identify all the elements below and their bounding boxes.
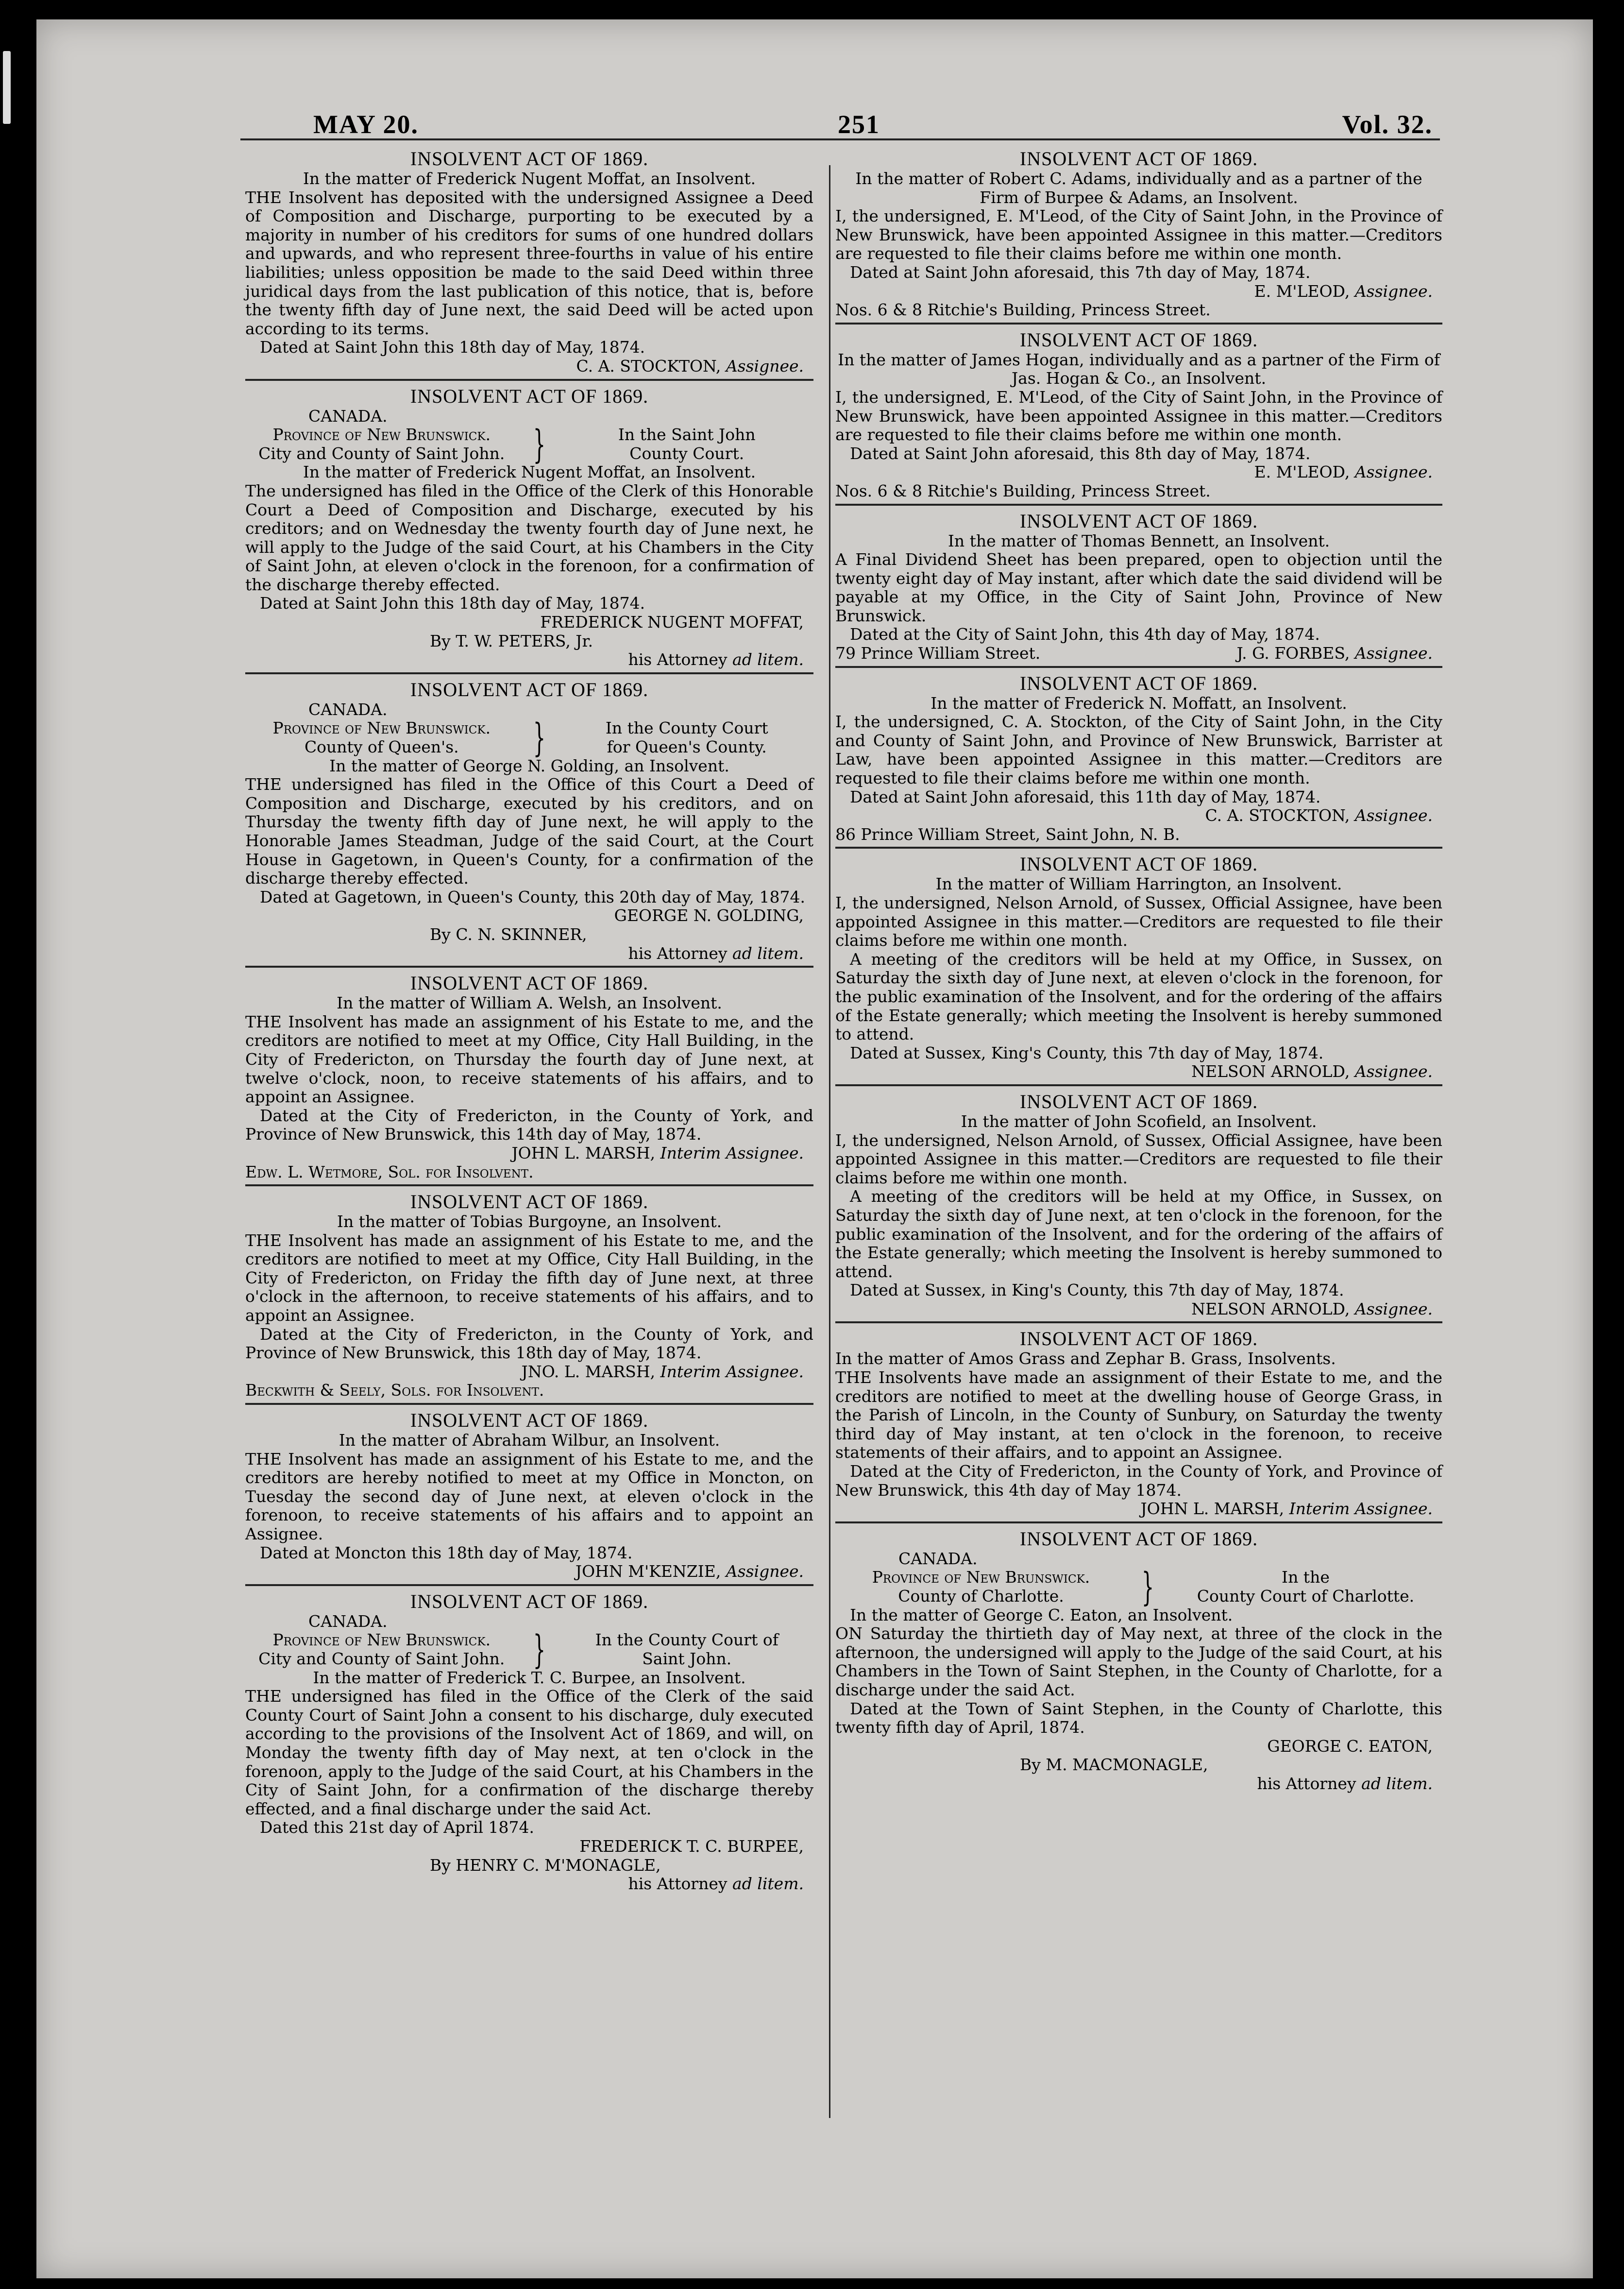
signature-name: JOHN M'KENZIE, xyxy=(575,1562,721,1581)
signature-role: Assignee. xyxy=(1354,281,1433,301)
right-column xyxy=(835,148,1442,1801)
court-county: County of Queen's. xyxy=(304,737,459,757)
notice-body-meeting: A meeting of the creditors will be held at my Office, in Sussex, on Saturday the sixth day of June next, at eleven o'clock in the forenoon, for the public examination of the Insolvent, and for the ordering of the affairs of the Estate generally; which meeting the Insolvent is hereby summoned to attend. xyxy=(835,949,1442,1044)
notice-matter: In the matter of Tobias Burgoyne, an Insolvent. xyxy=(337,1212,722,1231)
signature-name: JOHN L. MARSH, xyxy=(1140,1499,1285,1519)
notice-body: THE undersigned has filed in the Office of the Clerk of the said County Court of Saint John a consent to his discharge, duly executed according to the provisions of the Insolvent Act of 1869, and will, on Monday the twenty fifth day of May next, at ten o'clock in the forenoon, apply to the Judge of the said Court, at his Chambers in the City of Saint John, for a confirmation of the discharge thereby effected, and a final discharge under the said Act. xyxy=(245,1687,813,1818)
notice-title: INSOLVENT ACT OF 1869. xyxy=(1019,1328,1258,1350)
court-block xyxy=(835,1564,1442,1609)
header-date: MAY 20. xyxy=(313,110,419,139)
notice-matter: In the matter of Frederick N. Moffatt, an Insolvent. xyxy=(930,693,1347,713)
notice-address: 79 Prince William Street. xyxy=(835,644,1041,663)
ad-litem: ad litem. xyxy=(732,650,804,669)
notice-title: INSOLVENT ACT OF 1869. xyxy=(1019,328,1258,351)
notice-matter: In the matter of Thomas Bennett, an Insolvent. xyxy=(947,531,1330,550)
ad-litem: ad litem. xyxy=(1361,1774,1433,1793)
scan-edge-tab xyxy=(3,51,11,124)
signature-role: Interim Assignee. xyxy=(660,1362,804,1381)
court-province: Province of New Brunswick. xyxy=(272,718,491,738)
court-name: In the County Court of xyxy=(595,1630,778,1650)
notice-signature: GEORGE C. EATON, xyxy=(1267,1736,1433,1756)
notice-address: 86 Prince William Street, Saint John, N. B. xyxy=(835,824,1180,844)
header-page-number: 251 xyxy=(838,110,880,139)
court-county: County of Charlotte. xyxy=(898,1587,1064,1606)
notice xyxy=(245,148,813,381)
notice-signature: GEORGE N. GOLDING, xyxy=(614,906,804,925)
notice-signature xyxy=(245,357,813,376)
signature-role: Assignee. xyxy=(726,356,804,376)
signature-role: Interim Assignee. xyxy=(1289,1499,1433,1519)
notice-attorney xyxy=(245,944,813,963)
notice-matter: In the matter of Abraham Wilbur, an Insolvent. xyxy=(338,1431,720,1450)
notice-dated: Dated at Saint John aforesaid, this 8th day of May, 1874. xyxy=(850,444,1311,463)
notice-signature xyxy=(835,1300,1442,1319)
notice-title: INSOLVENT ACT OF 1869. xyxy=(410,1409,649,1432)
notice-signature xyxy=(835,1062,1442,1081)
notice-dated: Dated at Saint John aforesaid, this 7th day of May, 1874. xyxy=(850,262,1311,282)
signature-role: Assignee. xyxy=(1354,1062,1433,1081)
attorney-text: his Attorney xyxy=(628,943,727,963)
ad-litem: ad litem. xyxy=(732,943,804,963)
notice-matter: In the matter of Frederick Nugent Moffat, an Insolvent. xyxy=(303,169,756,188)
notice-matter: In the matter of Frederick T. C. Burpee, an Insolvent. xyxy=(313,1668,746,1687)
notice-body: THE undersigned has filed in the Office of this Court a Deed of Composition and Discharge, executed by his creditors, and on Thursday the twenty fifth day of June next, he will apply to the Honorable James Steadman, Judge of the said Court, at the Court House in Gagetown, in Queen's County, for a confirmation of the discharge thereby effected. xyxy=(245,775,813,888)
brace-glyph: } xyxy=(533,1626,545,1672)
signature-role: Assignee. xyxy=(1354,1299,1433,1318)
signature-name: E. M'LEOD, xyxy=(1254,281,1350,301)
notice-title: INSOLVENT ACT OF 1869. xyxy=(410,678,649,700)
page-header xyxy=(274,90,1438,138)
notice xyxy=(245,1410,813,1586)
notice-matter: In the matter of George C. Eaton, an Insolvent. xyxy=(850,1605,1233,1624)
notice xyxy=(245,1191,813,1405)
notice-matter: In the matter of William Harrington, an Insolvent. xyxy=(935,874,1342,894)
notice-matter: In the matter of James Hogan, individually and as a partner of the Firm of Jas. Hogan & Co., an Insolvent. xyxy=(838,350,1440,388)
attorney-text: his Attorney xyxy=(1257,1774,1356,1793)
notice xyxy=(245,386,813,674)
notice-signature xyxy=(245,1562,813,1581)
notice-attorney xyxy=(245,650,813,669)
notice-body: THE Insolvent has made an assignment of his Estate to me, and the creditors are notified to meet at my Office, City Hall Building, in the City of Fredericton, on Thursday the fourth day of June next, at twelve o'clock, noon, to receive statements of his affairs, and to appoint an Assignee. xyxy=(245,1012,813,1107)
notice-title: INSOLVENT ACT OF 1869. xyxy=(410,148,649,170)
notice-dated: Dated at Saint John aforesaid, this 11th day of May, 1874. xyxy=(850,787,1321,806)
notice-signature xyxy=(835,1500,1442,1519)
notice-matter: In the matter of John Scofield, an Insolvent. xyxy=(961,1111,1317,1131)
notice-canada: CANADA. xyxy=(308,1611,388,1631)
notice-title: INSOLVENT ACT OF 1869. xyxy=(1019,672,1258,694)
signature-name: NELSON ARNOLD, xyxy=(1191,1299,1350,1318)
court-province: Province of New Brunswick. xyxy=(872,1568,1090,1587)
notice-body: I, the undersigned, Nelson Arnold, of Sussex, Official Assignee, have been appointed Assignee in this matter.—Creditors are requested to file their claims before me within one month. xyxy=(835,893,1442,950)
notice-signature xyxy=(245,1144,813,1163)
attorney-text: his Attorney xyxy=(628,650,727,669)
ad-litem: ad litem. xyxy=(732,1874,804,1894)
court-name-cont: Saint John. xyxy=(642,1649,732,1668)
notice-dated: Dated at Sussex, in King's County, this 7th day of May, 1874. xyxy=(850,1281,1344,1300)
notice-body: I, the undersigned, C. A. Stockton, of the City of Saint John, in the City and County of Saint John, and Province of New Brunswick, Barrister at Law, have been appointed Assignee in this matter.—Creditors are requested to file their claims before me within one month. xyxy=(835,712,1442,788)
notice-canada: CANADA. xyxy=(308,700,388,719)
notice-dated: Dated at the Town of Saint Stephen, in the County of Charlotte, this twenty fifth day of April, 1874. xyxy=(835,1699,1442,1737)
notice-dated: Dated at Gagetown, in Queen's County, this 20th day of May, 1874. xyxy=(260,887,805,906)
notice-footer-row xyxy=(835,644,1442,663)
notice-dated: Dated this 21st day of April 1874. xyxy=(260,1818,535,1837)
header-rule xyxy=(240,138,1440,140)
header-volume: Vol. 32. xyxy=(1342,110,1433,139)
notice-body: THE Insolvents have made an assignment of their Estate to me, and the creditors are notified to meet at the dwelling house of George Grass, in the Parish of Lincoln, in the County of Sunbury, on Saturday the twenty third day of May instant, at ten o'clock in the forenoon, to receive statements of their affairs, and to appoint an Assignee. xyxy=(835,1368,1442,1462)
notice-matter: In the matter of George N. Golding, an Insolvent. xyxy=(329,756,729,775)
notice xyxy=(835,673,1442,849)
notice-body: I, the undersigned, E. M'Leod, of the City of Saint John, in the Province of New Brunswick, have been appointed Assignee in this matter.—Creditors are requested to file their claims before me within one month. xyxy=(835,387,1442,444)
notice-title: INSOLVENT ACT OF 1869. xyxy=(410,385,649,407)
notice-address: Nos. 6 & 8 Ritchie's Building, Princess Street. xyxy=(835,481,1211,500)
notice-canada: CANADA. xyxy=(308,406,388,426)
signature-name: C. A. STOCKTON, xyxy=(576,356,721,376)
notice-title: INSOLVENT ACT OF 1869. xyxy=(1019,853,1258,875)
notice-title: INSOLVENT ACT OF 1869. xyxy=(410,1191,649,1213)
notice-body: I, the undersigned, Nelson Arnold, of Sussex, Official Assignee, have been appointed Assignee in this matter.—Creditors are requested to file their claims before me within one month. xyxy=(835,1130,1442,1187)
brace-glyph: } xyxy=(533,715,545,761)
notice-attorney xyxy=(835,1775,1442,1794)
notice-matter: In the matter of Amos Grass and Zephar B. Grass, Insolvents. xyxy=(835,1349,1336,1368)
notice-signature xyxy=(1236,644,1442,663)
signature-name: JOHN L. MARSH, xyxy=(511,1143,656,1162)
notice xyxy=(835,511,1442,668)
signature-role: Assignee. xyxy=(726,1562,804,1581)
signature-name: JNO. L. MARSH, xyxy=(521,1362,656,1381)
notice xyxy=(245,679,813,968)
notice-body: THE Insolvent has deposited with the undersigned Assignee a Deed of Composition and Discharge, purporting to be executed by a majority in number of his creditors for sums of one hundred dollars and upwards, and who represent three-fourths in value of his entire liabilities; unless opposition be made to the said Deed within three juridical days from the last publication of this notice, that is, before the twenty fifth day of June next, the said Deed will be acted upon according to its terms. xyxy=(245,188,813,338)
notice-address: Nos. 6 & 8 Ritchie's Building, Princess Street. xyxy=(835,300,1211,320)
notice-canada: CANADA. xyxy=(898,1549,978,1568)
notice-solicitor: Beckwith & Seely, Sols. for Insolvent. xyxy=(245,1381,544,1400)
notice-signature: FREDERICK NUGENT MOFFAT, xyxy=(540,613,804,632)
notice xyxy=(245,973,813,1186)
notice-solicitor: Edw. L. Wetmore, Sol. for Insolvent. xyxy=(245,1162,534,1181)
notice xyxy=(835,329,1442,506)
signature-role: Assignee. xyxy=(1354,462,1433,482)
court-county: City and County of Saint John. xyxy=(258,1649,505,1668)
notice-title: INSOLVENT ACT OF 1869. xyxy=(1019,510,1258,532)
notice-matter: In the matter of William A. Welsh, an Insolvent. xyxy=(337,993,722,1013)
notice-dated: Dated at Sussex, King's County, this 7th day of May, 1874. xyxy=(850,1043,1324,1062)
notice-signature xyxy=(835,463,1442,482)
signature-name: NELSON ARNOLD, xyxy=(1191,1062,1350,1081)
left-column xyxy=(245,148,813,1901)
notice xyxy=(835,1091,1442,1324)
column-divider xyxy=(829,165,830,2118)
attorney-text: his Attorney xyxy=(628,1874,727,1894)
notice-matter: In the matter of Robert C. Adams, individually and as a partner of the Firm of Burpee & Adams, an Insolvent. xyxy=(855,169,1422,207)
signature-role: Assignee. xyxy=(1354,806,1433,825)
notice-attorney xyxy=(245,1875,813,1894)
court-block xyxy=(245,421,813,467)
court-block xyxy=(245,715,813,761)
notice-by: By HENRY C. M'MONAGLE, xyxy=(430,1855,661,1875)
notice-title: INSOLVENT ACT OF 1869. xyxy=(1019,1090,1258,1112)
notice xyxy=(835,854,1442,1086)
court-name-cont: for Queen's County. xyxy=(607,737,767,757)
brace-glyph: } xyxy=(533,421,545,467)
notice-matter: In the matter of Frederick Nugent Moffat, an Insolvent. xyxy=(303,462,756,482)
court-province: Province of New Brunswick. xyxy=(272,1630,491,1650)
court-name: In the County Court xyxy=(605,718,768,738)
notice-body: THE Insolvent has made an assignment of his Estate to me, and the creditors are hereby notified to meet at my Office in Moncton, on Tuesday the second day of June next, at eleven o'clock in the forenoon, to receive statements of his affairs and to appoint an Assignee. xyxy=(245,1449,813,1543)
notice-signature: FREDERICK T. C. BURPEE, xyxy=(579,1836,804,1856)
notice-signature xyxy=(245,1363,813,1382)
notice-title: INSOLVENT ACT OF 1869. xyxy=(1019,1527,1258,1550)
notice-body: I, the undersigned, E. M'Leod, of the City of Saint John, in the Province of New Brunswick, have been appointed Assignee in this matter.—Creditors are requested to file their claims before me within one month. xyxy=(835,206,1442,263)
notice-title: INSOLVENT ACT OF 1869. xyxy=(1019,148,1258,170)
notice-title: INSOLVENT ACT OF 1869. xyxy=(410,972,649,994)
notice-body: A Final Dividend Sheet has been prepared, open to objection until the twenty eight day of May instant, after which date the said dividend will be payable at my Office, in the City of Saint John, Province of New Brunswick. xyxy=(835,550,1442,625)
notice-dated: Dated at the City of Fredericton, in the County of York, and Province of New Brunswick, this 14th day of May, 1874. xyxy=(245,1106,813,1144)
signature-name: C. A. STOCKTON, xyxy=(1205,806,1350,825)
notice-dated: Dated at Saint John this 18th day of May, 1874. xyxy=(260,594,645,613)
notice-dated: Dated at the City of Saint John, this 4th day of May, 1874. xyxy=(850,625,1320,644)
notice-dated: Dated at the City of Fredericton, in the County of York, and Province of New Brunswick, this 18th day of May, 1874. xyxy=(245,1324,813,1363)
brace-glyph: } xyxy=(1141,1564,1154,1609)
notice-body-meeting: A meeting of the creditors will be held at my Office, in Sussex, on Saturday the sixth day of June next, at ten o'clock in the forenoon, for the public examination of the Insolvent, and for the ordering of the affairs of the Estate generally; which meeting the Insolvent is hereby summoned to attend. xyxy=(835,1187,1442,1281)
court-county: City and County of Saint John. xyxy=(258,444,505,463)
court-province: Province of New Brunswick. xyxy=(272,425,491,444)
signature-name: E. M'LEOD, xyxy=(1254,462,1350,482)
notice-signature xyxy=(835,806,1442,825)
signature-name: J. G. FORBES, xyxy=(1236,644,1350,663)
notice-signature xyxy=(835,282,1442,301)
signature-role: Interim Assignee. xyxy=(660,1143,804,1162)
notice-body: The undersigned has filed in the Office of the Clerk of this Honorable Court a Deed of Composition and Discharge, executed by his creditors; and on Wednesday the twenty fourth day of June next, he will apply to the Judge of the said Court, at his Chambers in the City of Saint John, at eleven o'clock in the forenoon, for a confirmation of the discharge thereby effected. xyxy=(245,481,813,594)
notice xyxy=(245,1591,813,1896)
court-name: In the xyxy=(1282,1568,1330,1587)
court-name: In the Saint John xyxy=(618,425,756,444)
notice xyxy=(835,1528,1442,1796)
notice-title: INSOLVENT ACT OF 1869. xyxy=(410,1590,649,1612)
court-block xyxy=(245,1626,813,1672)
notice xyxy=(835,148,1442,325)
notice-by: By T. W. PETERS, Jr. xyxy=(430,631,593,650)
signature-role: Assignee. xyxy=(1354,644,1433,663)
court-name-cont: County Court. xyxy=(629,444,744,463)
notice-by: By M. MACMONAGLE, xyxy=(1020,1755,1208,1775)
notice-body: THE Insolvent has made an assignment of his Estate to me, and the creditors are notified to meet at my Office, City Hall Building, in the City of Fredericton, on Friday the fifth day of June next, at three o'clock in the afternoon, to receive statements of his affairs, and to appoint an Assignee. xyxy=(245,1230,813,1325)
notice-dated: Dated at the City of Fredericton, in the County of York, and Province of New Brunswick, this 4th day of May 1874. xyxy=(835,1462,1442,1500)
notice-by: By C. N. SKINNER, xyxy=(430,924,587,944)
notice-body: ON Saturday the thirtieth day of May next, at three of the clock in the afternoon, the undersigned will apply to the Judge of the said Court, at his Chambers in the Town of Saint Stephen, in the County of Charlotte, for a discharge under the said Act. xyxy=(835,1624,1442,1699)
notice-dated: Dated at Saint John this 18th day of May, 1874. xyxy=(260,338,645,357)
notice-dated: Dated at Moncton this 18th day of May, 1874. xyxy=(260,1543,633,1562)
court-name-cont: County Court of Charlotte. xyxy=(1197,1587,1415,1606)
notice xyxy=(835,1328,1442,1523)
